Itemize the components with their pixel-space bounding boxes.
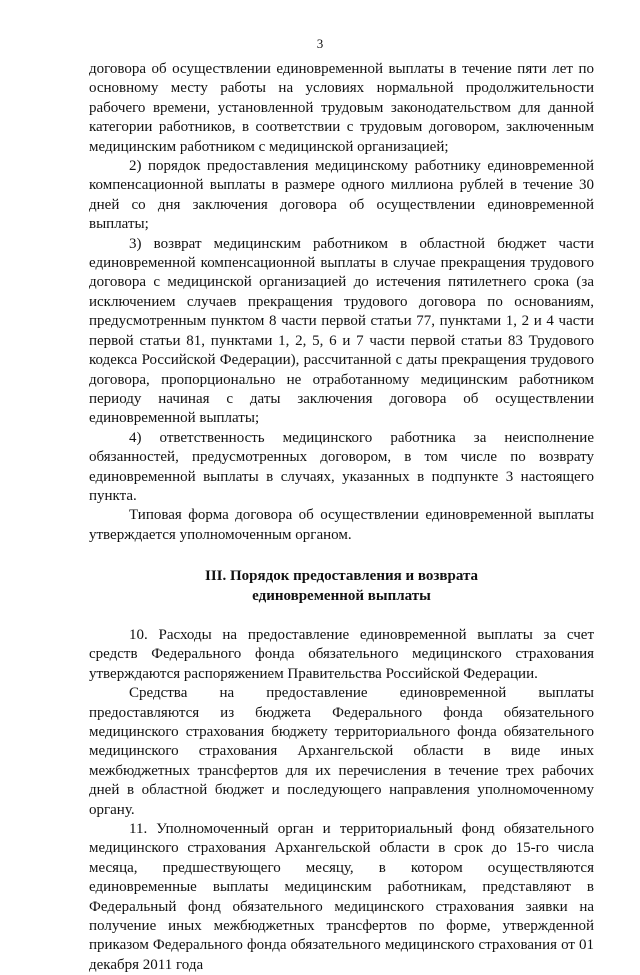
section-heading xyxy=(89,567,594,606)
section-heading-line: III. Порядок предоставления и возврата xyxy=(204,568,478,585)
paragraph: 10. Расходы на предоставление единовременной выплаты за счет средств Федерального фонда обязательного медицинского страхования утверждаются распоряжением Правительства Российской Федерации. xyxy=(89,626,594,682)
section-heading-line: единовременной выплаты xyxy=(252,587,431,604)
paragraph: 11. Уполномоченный орган и территориальный фонд обязательного медицинского страхования Архангельской области в срок до 15-го числа месяца, предшествующего месяцу, в котором осуществляются единовременные выплаты медицинским работникам, представляют в Федеральный фонд обязательного медицинского страхования заявки на получение иных межбюджетных трансфертов по форме, утвержденной приказом Федерального фонда обязательного медицинского страхования от 01 декабря 2011 года xyxy=(89,821,594,973)
paragraph: 2) порядок предоставления медицинскому работнику единовременной компенсационной выплаты в размере одного миллиона рублей в течение 30 дней со дня заключения договора об осуществлении единовременной выплаты; xyxy=(89,158,594,233)
paragraph: 3) возврат медицинским работником в областной бюджет части единовременной компенсационной выплаты в случае прекращения трудового договора с медицинской организацией до истечения пятилетнего срока (за исключением случаев прекращения трудового договора по основаниям, предусмотренным пунктом 8 части первой статьи 77, пунктами 1, 2 и 4 части первой статьи 81, пунктами 1, 2, 5, 6 и 7 части первой статьи 83 Трудового кодекса Российской Федерации), рассчитанной с даты прекращения трудового договора, пропорционально не отработанному медицинским работником периоду начиная с даты заключения договора об осуществлении единовременной выплаты; xyxy=(89,235,594,427)
document-body xyxy=(89,60,594,975)
page-number: 3 xyxy=(316,36,324,51)
paragraph: Средства на предоставление единовременной выплаты предоставляются из бюджета Федерального фонда обязательного медицинского страхования бюджету территориального фонда обязательного медицинского страхования Архангельской области в виде иных межбюджетных трансфертов для их перечисления в течение трех рабочих дней в областной бюджет и последующего направления уполномоченному органу. xyxy=(89,685,594,818)
paragraph: Типовая форма договора об осуществлении единовременной выплаты утверждается уполномоченным органом. xyxy=(89,507,594,543)
paragraph: 4) ответственность медицинского работника за неисполнение обязанностей, предусмотренных договором, в том числе по возврату единовременной выплаты в случаях, указанных в подпункте 3 настоящего пункта. xyxy=(89,429,594,504)
paragraph: договора об осуществлении единовременной выплаты в течение пяти лет по основному месту работы на условиях нормальной продолжительности рабочего времени, установленной трудовым законодательством для данной категории работников, в соответствии с трудовым договором, заключенным медицинским работником с медицинской организацией; xyxy=(89,61,594,155)
